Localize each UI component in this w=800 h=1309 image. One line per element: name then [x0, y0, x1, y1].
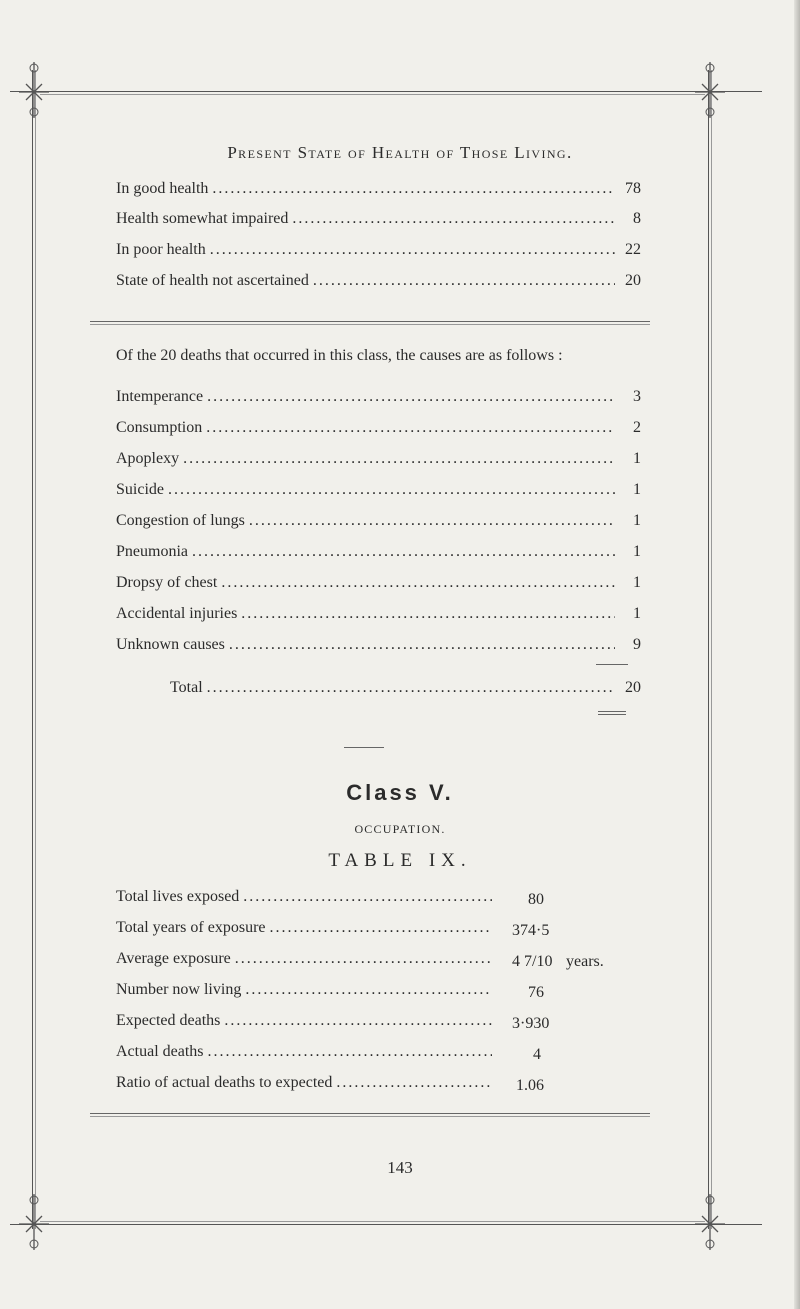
- frame-bottom-line-inner: [40, 1221, 705, 1222]
- row-value: 3·930: [512, 1015, 550, 1032]
- row-label: Number now living: [116, 981, 242, 998]
- health-row: [116, 241, 641, 265]
- row-value: 2: [633, 419, 641, 436]
- cause-row: [116, 574, 641, 598]
- cause-row: [116, 512, 641, 536]
- cause-row: [116, 388, 641, 412]
- row-unit: years.: [566, 953, 604, 970]
- row-label: Ratio of actual deaths to expected: [116, 1074, 333, 1091]
- row-value: 4: [533, 1046, 541, 1063]
- table-row: [116, 981, 496, 1005]
- row-value: 1: [633, 512, 641, 529]
- table-row: [116, 1074, 496, 1098]
- total-double-rule: [598, 714, 626, 715]
- dot-leader: [336, 1074, 492, 1092]
- cause-row: [116, 605, 641, 629]
- dot-leader: [206, 419, 615, 437]
- dot-leader: [168, 481, 615, 499]
- occupation-subtitle: OCCUPATION.: [354, 822, 446, 836]
- table-title: TABLE IX.: [328, 850, 472, 871]
- row-value: 8: [633, 210, 641, 227]
- dot-leader: [235, 950, 492, 968]
- row-value: 78: [625, 180, 641, 197]
- row-label: Health somewhat impaired: [116, 210, 289, 227]
- cause-row: [116, 419, 641, 443]
- total-row: [170, 679, 641, 703]
- row-label: Average exposure: [116, 950, 231, 967]
- row-value: 4 7/10: [512, 953, 553, 970]
- row-label: Suicide: [116, 481, 164, 498]
- cause-row: [116, 450, 641, 474]
- row-value: 1.06: [516, 1077, 544, 1094]
- cause-row: [116, 543, 641, 567]
- health-row: [116, 210, 641, 234]
- row-label: Pneumonia: [116, 543, 188, 560]
- row-label: State of health not ascertained: [116, 272, 309, 289]
- health-section-title: Present State of Health of Those Living.: [227, 143, 573, 162]
- health-row: [116, 180, 641, 204]
- frame-left-line: [32, 70, 33, 1229]
- dot-leader: [207, 388, 615, 406]
- table-row: [116, 888, 496, 912]
- dot-leader: [212, 180, 615, 198]
- row-label: Actual deaths: [116, 1043, 204, 1060]
- frame-left-line-inner: [35, 70, 36, 1229]
- row-value: 1: [633, 481, 641, 498]
- row-label: In good health: [116, 180, 209, 197]
- corner-ornament-icon: [693, 60, 727, 120]
- table-row: [116, 919, 496, 943]
- dot-leader: [241, 605, 615, 623]
- dot-leader: [249, 512, 615, 530]
- row-label: Expected deaths: [116, 1012, 221, 1029]
- table-row: [116, 1012, 496, 1036]
- row-label: Total: [170, 679, 203, 696]
- short-divider: [344, 747, 384, 748]
- page-edge-right: [794, 0, 800, 1309]
- frame-top-line: [10, 91, 762, 92]
- dot-leader: [210, 241, 615, 259]
- dot-leader: [245, 981, 492, 999]
- page-number: 143: [387, 1158, 413, 1177]
- row-value: 80: [528, 891, 544, 908]
- row-value: 1: [633, 450, 641, 467]
- cause-row: [116, 636, 641, 660]
- dot-leader: [229, 636, 615, 654]
- row-label: In poor health: [116, 241, 206, 258]
- section-divider: [90, 324, 650, 325]
- row-label: Apoplexy: [116, 450, 180, 467]
- health-row: [116, 272, 641, 296]
- total-rule: [596, 664, 628, 665]
- row-value: 1: [633, 543, 641, 560]
- row-value: 3: [633, 388, 641, 405]
- dot-leader: [207, 679, 615, 697]
- row-label: Total years of exposure: [116, 919, 266, 936]
- dot-leader: [270, 919, 493, 937]
- class-title: Class V.: [346, 780, 454, 805]
- deaths-intro: Of the 20 deaths that occurred in this class, the causes are as follows :: [116, 347, 563, 364]
- dot-leader: [221, 574, 615, 592]
- corner-ornament-icon: [17, 60, 51, 120]
- row-label: Consumption: [116, 419, 203, 436]
- section-divider: [90, 321, 650, 322]
- row-label: Congestion of lungs: [116, 512, 245, 529]
- row-label: Dropsy of chest: [116, 574, 218, 591]
- row-value: 9: [633, 636, 641, 653]
- bottom-divider: [90, 1116, 650, 1117]
- total-double-rule: [598, 711, 626, 712]
- dot-leader: [313, 272, 615, 290]
- row-label: Intemperance: [116, 388, 204, 405]
- row-value: 374·5: [512, 922, 550, 939]
- row-label: Accidental injuries: [116, 605, 238, 622]
- corner-ornament-icon: [693, 1192, 727, 1252]
- row-label: Total lives exposed: [116, 888, 240, 905]
- row-value: 76: [528, 984, 544, 1001]
- dot-leader: [192, 543, 615, 561]
- dot-leader: [292, 210, 615, 228]
- cause-row: [116, 481, 641, 505]
- dot-leader: [243, 888, 492, 906]
- bottom-divider: [90, 1113, 650, 1114]
- table-row: [116, 1043, 496, 1067]
- row-value: 22: [625, 241, 641, 258]
- frame-bottom-line: [10, 1224, 762, 1225]
- row-value: 1: [633, 605, 641, 622]
- row-value: 20: [625, 679, 641, 696]
- dot-leader: [183, 450, 615, 468]
- row-value: 1: [633, 574, 641, 591]
- frame-right-line: [708, 70, 709, 1229]
- frame-top-line-inner: [40, 94, 705, 95]
- table-row: [116, 950, 496, 974]
- dot-leader: [208, 1043, 492, 1061]
- row-value: 20: [625, 272, 641, 289]
- dot-leader: [224, 1012, 492, 1030]
- frame-right-line-inner: [711, 70, 712, 1229]
- row-label: Unknown causes: [116, 636, 225, 653]
- corner-ornament-icon: [17, 1192, 51, 1252]
